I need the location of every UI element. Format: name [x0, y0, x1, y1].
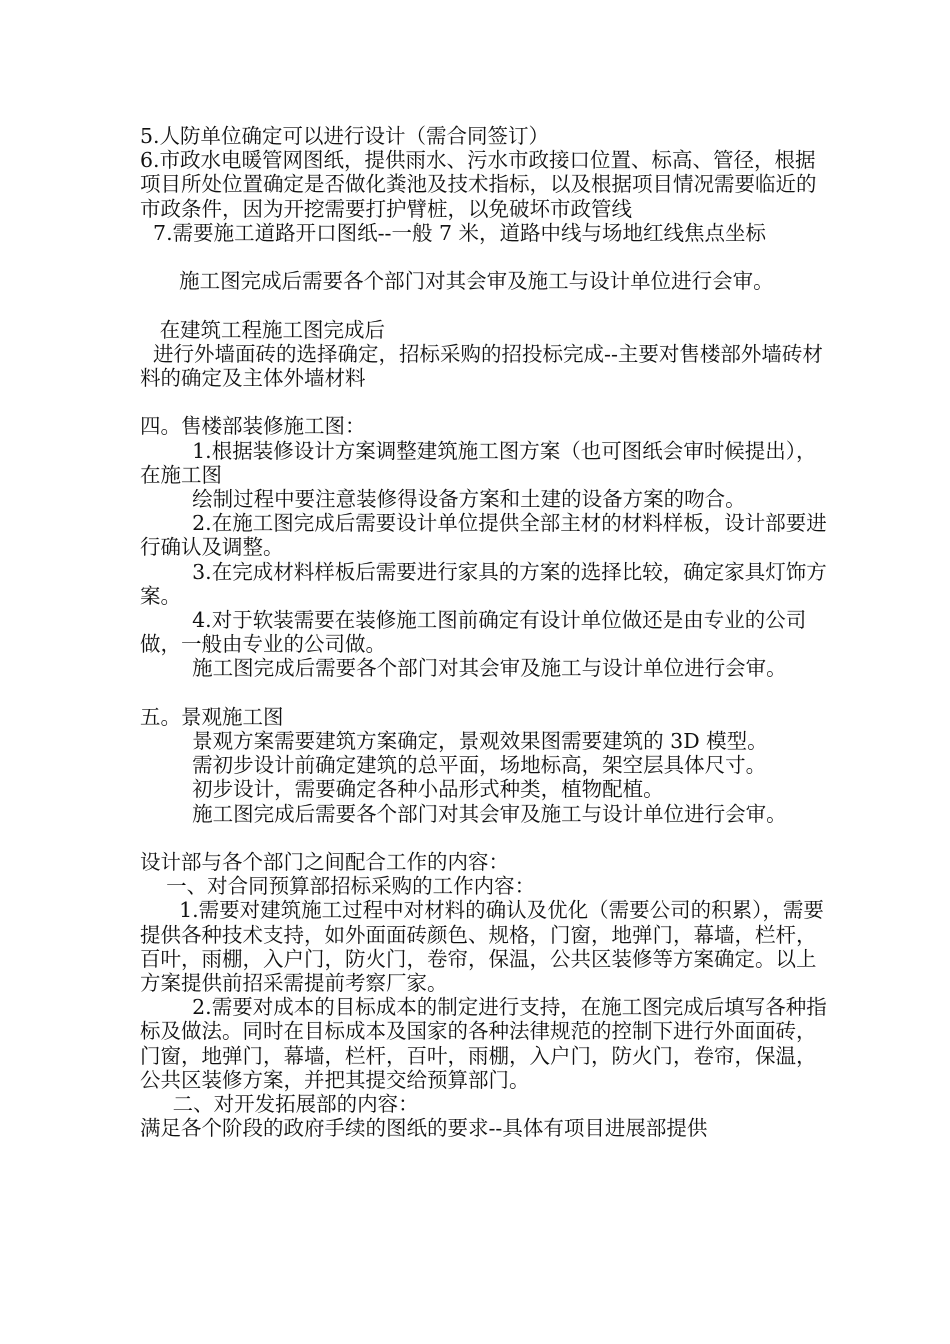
text-line: 5.人防单位确定可以进行设计（需合同签订）: [140, 124, 550, 148]
text-line: 景观方案需要建筑方案确定，景观效果图需要建筑的 3D 模型。: [140, 729, 768, 754]
document-body: [140, 124, 830, 1140]
text-line: 施工图完成后需要各个部门对其会审及施工与设计单位进行会审。: [140, 801, 787, 826]
blank-line: [140, 681, 830, 705]
text-line: 施工图完成后需要各个部门对其会审及施工与设计单位进行会审。: [140, 269, 774, 294]
text-line: 初步设计，需要确定各种小品形式种类，植物配植。: [140, 777, 664, 802]
text-line: 绘制过程中要注意装修得设备方案和土建的设备方案的吻合。: [140, 487, 746, 511]
blank-line: [140, 390, 830, 414]
text-line: 7.需要施工道路开口图纸--一般 7 米，道路中线与场地红线焦点坐标: [140, 220, 767, 245]
text-line: 4.对于软装需要在装修施工图前确定有设计单位做还是由专业的公司做，一般由专业的公司做。: [140, 608, 807, 657]
text-line: 二、对开发拓展部的内容：: [140, 1092, 419, 1117]
text-line: 五。景观施工图: [140, 704, 284, 729]
text-line: 一、对合同预算部招标采购的工作内容：: [140, 874, 536, 899]
text-line: 施工图完成后需要各个部门对其会审及施工与设计单位进行会审。: [140, 656, 787, 681]
text-line: 3.在完成材料样板后需要进行家具的方案的选择比较，确定家具灯饰方案。: [140, 559, 827, 608]
text-line: 进行外墙面砖的选择确定，招标采购的招投标完成--主要对售楼部外墙砖材料的确定及主体外墙材料: [140, 341, 823, 390]
blank-line: [140, 826, 830, 850]
text-line: 四。售楼部装修施工图：: [140, 414, 366, 439]
blank-line: [140, 245, 830, 269]
text-line: 设计部与各个部门之间配合工作的内容：: [140, 850, 509, 875]
text-line: 6.市政水电暖管网图纸，提供雨水、污水市政接口位置、标高、管径，根据项目所处位置确定是否做化粪池及技术指标，以及根据项目情况需要临近的市政条件，因为开挖需要打护臂桩，以免破坏市政管线: [140, 148, 817, 221]
text-line: 在建筑工程施工图完成后: [140, 317, 386, 342]
text-line: 2.在施工图完成后需要设计单位提供全部主材的材料样板，设计部要进行确认及调整。: [140, 511, 827, 560]
text-line: 1.根据装修设计方案调整建筑施工图方案（也可图纸会审时候提出），在施工图: [140, 438, 817, 487]
text-line: 2.需要对成本的目标成本的制定进行支持，在施工图完成后填写各种指标及做法。同时在目标成本及国家的各种法律规范的控制下进行外面面砖，门窗，地弹门，幕墙，栏杆，百叶，雨棚，入户门，防火门，卷帘，保温，公共区装修方案，并把其提交给预算部门。: [140, 995, 827, 1092]
text-line: 1.需要对建筑施工过程中对材料的确认及优化（需要公司的积累），需要提供各种技术支持，如外面面砖颜色、规格，门窗，地弹门，幕墙，栏杆，百叶，雨棚，入户门，防火门，卷帘，保温，公共区装修等方案确定。以上方案提供前招采需提前考察厂家。: [140, 898, 824, 996]
text-line: 需初步设计前确定建筑的总平面，场地标高，架空层具体尺寸。: [140, 753, 767, 778]
text-line: 满足各个阶段的政府手续的图纸的要求--具体有项目进展部提供: [140, 1116, 708, 1141]
blank-line: [140, 293, 830, 317]
